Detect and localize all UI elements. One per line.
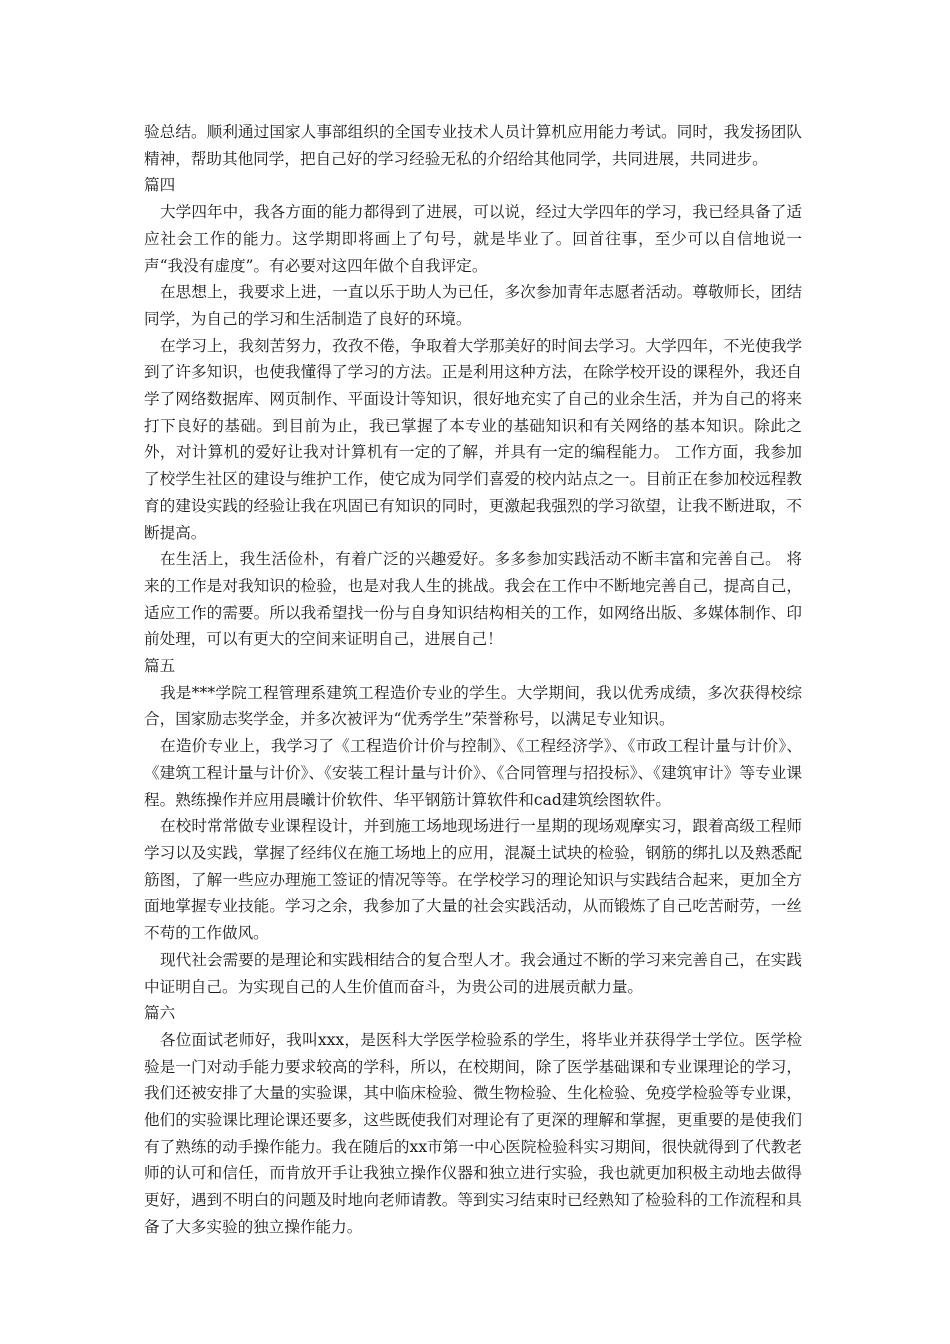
- paragraph: 在校时常常做专业课程设计，并到施工场地现场进行一星期的现场观摩实习，跟着高级工程师学习以及实践，掌握了经纬仪在施工场地上的应用，混凝土试块的检验，钢筋的绑扎以及熟悉配筋图，了解一些应办理施工签证的情况等等。在学校学习的理论知识与实践结合起来，更加全方面地掌握专业技能。学习之余，我参加了大量的社会实践活动，从而锻炼了自己吃苦耐劳，一丝不苟的工作做风。: [144, 817, 802, 943]
- paragraph: 大学四年中，我各方面的能力都得到了进展，可以说，经过大学四年的学习，我已经具备了适应社会工作的能力。这学期即将画上了句号，就是毕业了。回首往事，至少可以自信地说一声“我没有虚度”。有必要对这四年做个自我评定。: [144, 203, 802, 275]
- document-body: [144, 119, 802, 1241]
- paragraph: 各位面试老师好，我叫xxx，是医科大学医学检验系的学生，将毕业并获得学士学位。医学检验是一门对动手能力要求较高的学科，所以，在校期间，除了医学基础课和专业课理论的学习，我们还被安排了大量的实验课，其中临床检验、微生物检验、生化检验、免疫学检验等专业课，他们的实验课比理论课还要多，这些既使我们对理论有了更深的理解和掌握，更重要的是使我们有了熟练的动手操作能力。我在随后的xx市第一中心医院检验科实习期间，很快就得到了代教老师的认可和信任，而肯放开手让我独立操作仪器和独立进行实验，我也就更加积极主动地去做得更好，遇到不明白的问题及时地向老师请教。等到实习结束时已经熟知了检验科的工作流程和具备了大多实验的独立操作能力。: [144, 1030, 802, 1236]
- paragraph: 在思想上，我要求上进，一直以乐于助人为已任，多次参加青年志愿者活动。尊敬师长，团结同学，为自己的学习和生活制造了良好的环境。: [144, 283, 802, 328]
- section-heading: 篇四: [144, 176, 176, 195]
- paragraph: 在生活上，我生活俭朴，有着广泛的兴趣爱好。多多参加实践活动不断丰富和完善自己。 将来的工作是对我知识的检验，也是对我人生的挑战。我会在工作中不断地完善自己，提高自己，适应工作的需要。所以我希望找一份与自身知识结构相关的工作，如网络出版、多媒体制作、印前处理，可以有更大的空间来证明自己，进展自己！: [144, 550, 802, 649]
- paragraph: 在造价专业上，我学习了《工程造价计价与控制》、《工程经济学》、《市政工程计量与计价》、《建筑工程计量与计价》、《安装工程计量与计价》、《合同管理与招投标》、《建筑审计》等专业课程。熟练操作并应用晨曦计价软件、华平钢筋计算软件和cad建筑绘图软件。: [144, 737, 802, 809]
- paragraph: 现代社会需要的是理论和实践相结合的复合型人才。我会通过不断的学习来完善自己，在实践中证明自己。为实现自己的人生价值而奋斗，为贵公司的进展贡献力量。: [144, 950, 802, 996]
- section-heading: 篇五: [144, 657, 176, 676]
- paragraph: 我是***学院工程管理系建筑工程造价专业的学生。大学期间，我以优秀成绩，多次获得校综合，国家励志奖学金，并多次被评为“优秀学生”荣誉称号，以满足专业知识。: [144, 683, 802, 729]
- section-heading: 篇六: [144, 1004, 176, 1023]
- paragraph: 验总结。顺利通过国家人事部组织的全国专业技术人员计算机应用能力考试。同时，我发扬团队精神，帮助其他同学，把自己好的学习经验无私的介绍给其他同学，共同进展，共同进步。: [144, 123, 802, 168]
- paragraph: 在学习上，我刻苦努力，孜孜不倦，争取着大学那美好的时间去学习。大学四年，不光使我学到了许多知识，也使我懂得了学习的方法。正是利用这种方法，在除学校开设的课程外，我还自学了网络数据库、网页制作、平面设计等知识，很好地充实了自己的业余生活，并为自己的将来打下良好的基础。到目前为止，我已掌握了本专业的基础知识和有关网络的基本知识。除此之外，对计算机的爱好让我对计算机有一定的了解，并具有一定的编程能力。 工作方面，我参加了校学生社区的建设与维护工作，使它成为同学们喜爱的校内站点之一。目前正在参加校远程教育的建设实践的经验让我在巩固已有知识的同时，更激起我强烈的学习欲望，让我不断进取，不断提高。: [144, 336, 802, 542]
